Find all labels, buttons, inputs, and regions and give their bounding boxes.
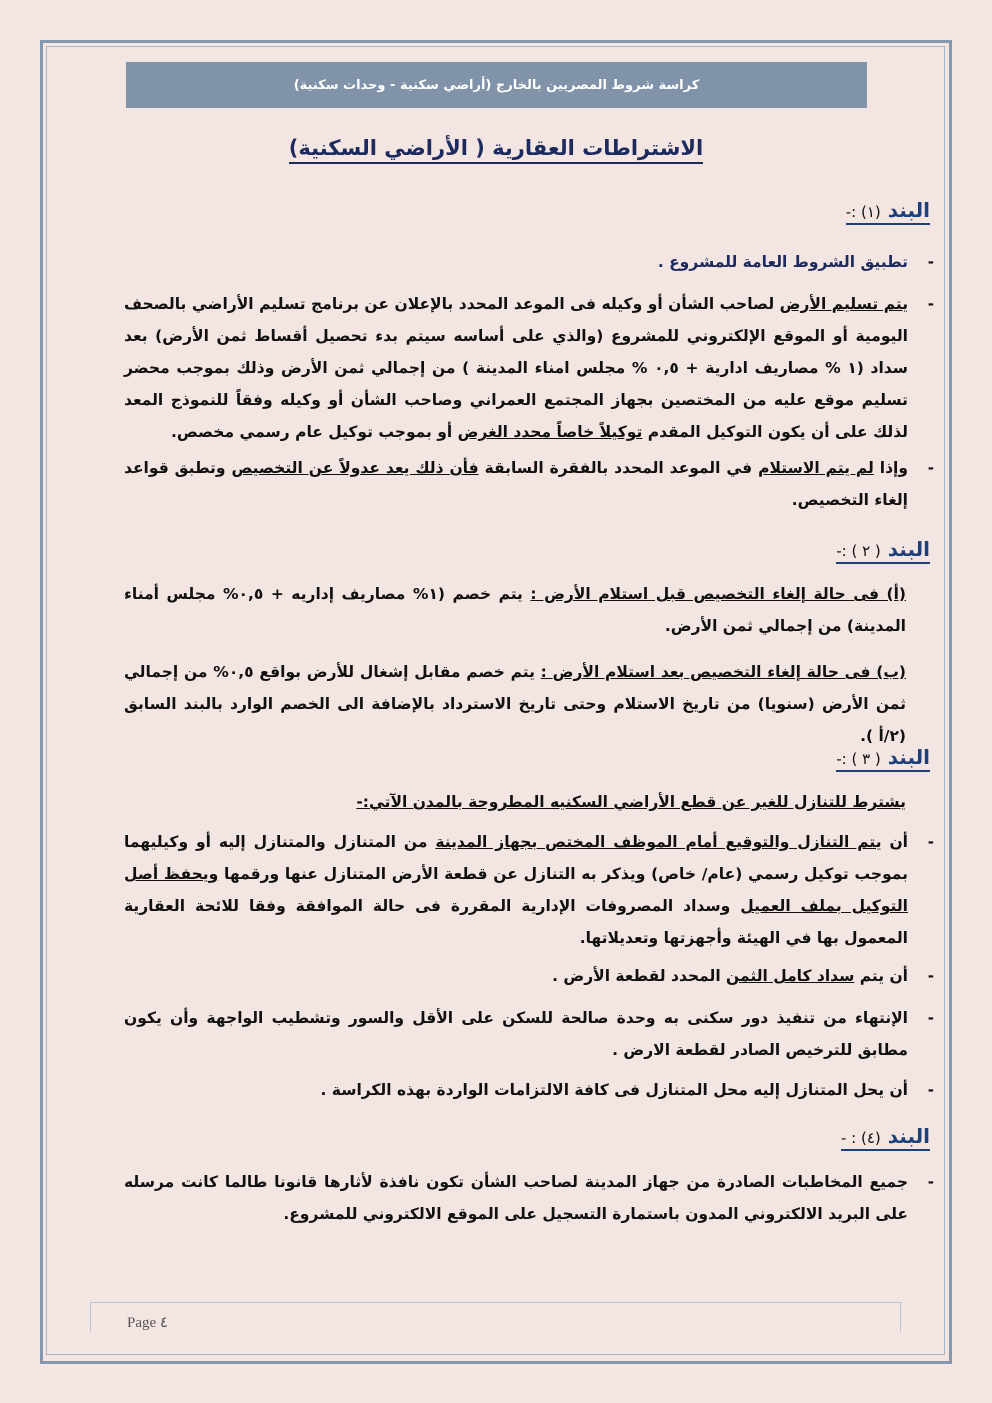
section-2-head-suffix: ( ٢ ) :- — [836, 542, 881, 560]
underlined-text: يتم التنازل والتوقيع أمام الموظف المختص بجهاز المدينة — [435, 833, 882, 851]
body-text: أن يتم — [854, 967, 908, 985]
section-3-head-label: البند — [887, 745, 930, 769]
body-text: وسداد المصروفات الإدارية المقررة فى حالة الموافقة وفقا للائحة العقارية المعمول بها في الهيئة وأجهزتها وتعديلاتها. — [124, 897, 908, 947]
body-text: وإذا — [873, 459, 908, 477]
section-2-heading — [836, 537, 930, 564]
section-2-item-a — [124, 578, 906, 642]
list-item — [124, 1166, 934, 1230]
footer-divider-right — [900, 1302, 901, 1332]
page-number: Page ٤ — [127, 1315, 168, 1331]
section-1-head-suffix: (١) :- — [845, 203, 881, 221]
bullet-dash: - — [927, 833, 934, 851]
body-text: الإنتهاء من تنفيذ دور سكنى به وحدة صالحة للسكن على الأقل والسور وتشطيب الواجهة وأن يكون مطابق للترخيص الصادر لقطعة الارض . — [124, 1009, 908, 1059]
header-text: كراسة شروط المصريين بالخارج (أراضي سكنية - وحدات سكنية) — [293, 77, 700, 93]
footer-divider-left — [90, 1302, 91, 1332]
list-item — [124, 960, 934, 992]
underlined-text: فأن ذلك يعد عدولاً عن التخصيص — [231, 459, 479, 477]
section-1-heading — [846, 198, 930, 225]
body-text: أن يحل المتنازل إليه محل المتنازل فى كافة الالتزامات الواردة بهذه الكراسة . — [320, 1081, 908, 1099]
footer-divider — [90, 1302, 902, 1303]
page-title-text: الاشتراطات العقارية ( الأراضي السكنية) — [289, 136, 703, 164]
underlined-text: ويحفظ أصل التوكيل بملف العميل — [124, 865, 908, 915]
section-1-head-label: البند — [887, 198, 930, 222]
section-4-head-label: البند — [887, 1124, 930, 1148]
underlined-text: (ب) فى حالة إلغاء التخصيص بعد استلام الأرض : — [540, 663, 906, 681]
list-item — [124, 246, 934, 278]
bullet-dash: - — [927, 1173, 934, 1191]
list-item — [124, 1002, 934, 1066]
list-item — [124, 452, 934, 516]
bullet-dash: - — [927, 459, 934, 477]
section-4-heading — [841, 1124, 930, 1151]
section-2-head-label: البند — [887, 537, 930, 561]
body-text: من المتنازل والمتنازل إليه أو وكيليهما بموجب توكيل رسمي (عام/ خاص) ويذكر به التنازل عن قطعة الأرض المتنازل عنها ورقمها — [124, 833, 909, 883]
bullet-dash: - — [927, 1009, 934, 1027]
body-text: جميع المخاطبات الصادرة من جهاز المدينة لصاحب الشأن تكون نافذة لأثارها قانونا طالما كانت مرسله على البريد الالكتروني المدون باستمارة التسجيل على الموقع الالكتروني للمشروع. — [124, 1173, 908, 1223]
underlined-text: يتم تسليم الأرض — [779, 295, 909, 313]
page-title — [0, 136, 992, 160]
body-text: وتطبق قواعد إلغاء التخصيص. — [124, 459, 908, 509]
section-4-head-suffix: (٤) : - — [841, 1129, 881, 1147]
section-3-heading — [836, 745, 930, 772]
body-text: أو بموجب توكيل عام رسمي مخصص. — [170, 423, 458, 441]
list-item — [124, 288, 934, 448]
underlined-text: (أ) فى حالة إلغاء التخصيص قبل استلام الأرض : — [530, 585, 906, 603]
body-text: لصاحب الشأن أو وكيله فى الموعد المحدد بالإعلان عن برنامج تسليم الأراضي بالصحف اليومية أو الموقع الإلكتروني للمشروع (والذي على أساسه سيتم بدء تحصيل أقساط ثمن الأرض) بعد سداد (١ % مصاريف ادارية + ٠,٥ % مجلس امناء المدينة ) من إجمالي ثمن الأرض وذلك بموجب محضر تسليم موقع عليه من المختصين بجهاز المجتمع العمراني وصاحب الشأن أو وكيله وفقاً للنموذج المعد لذلك على أن يكون التوكيل المقدم — [124, 295, 908, 441]
body-text: أن — [881, 833, 908, 851]
list-item — [124, 826, 934, 954]
section-3-intro — [124, 786, 906, 818]
section-2-item-b — [124, 656, 906, 752]
bullet-dash: - — [927, 1081, 934, 1099]
section-1-item-1: تطبيق الشروط العامة للمشروع . — [657, 253, 908, 271]
underlined-text: يشترط للتنازل للغير عن قطع الأراضي السكنيه المطروحة بالمدن الآتي:- — [356, 793, 906, 811]
document-header — [126, 62, 867, 108]
underlined-text: توكيلاً خاصاً محدد الغرض — [457, 423, 643, 441]
body-text: في الموعد المحدد بالفقرة السابقة — [478, 459, 759, 477]
body-text: يتم خصم مقابل إشغال للأرض بواقع ٠,٥% من إجمالي ثمن الأرض (سنويا) من تاريخ الاستلام وحتى تاريخ الاسترداد بالإضافة الى الخصم الوارد بالبند السابق (٢/أ ). — [124, 663, 906, 745]
underlined-text: لم يتم الاستلام — [758, 459, 874, 477]
bullet-dash: - — [927, 253, 934, 271]
bullet-dash: - — [927, 295, 934, 313]
body-text: يتم خصم (١% مصاريف إداريه + ٠,٥% مجلس أمناء المدينة) من إجمالي ثمن الأرض. — [124, 585, 906, 635]
list-item — [124, 1074, 934, 1106]
underlined-text: سداد كامل الثمن — [726, 967, 855, 985]
section-3-head-suffix: ( ٣ ) :- — [836, 750, 881, 768]
body-text: المحدد لقطعة الأرض . — [552, 967, 727, 985]
bullet-dash: - — [927, 967, 934, 985]
